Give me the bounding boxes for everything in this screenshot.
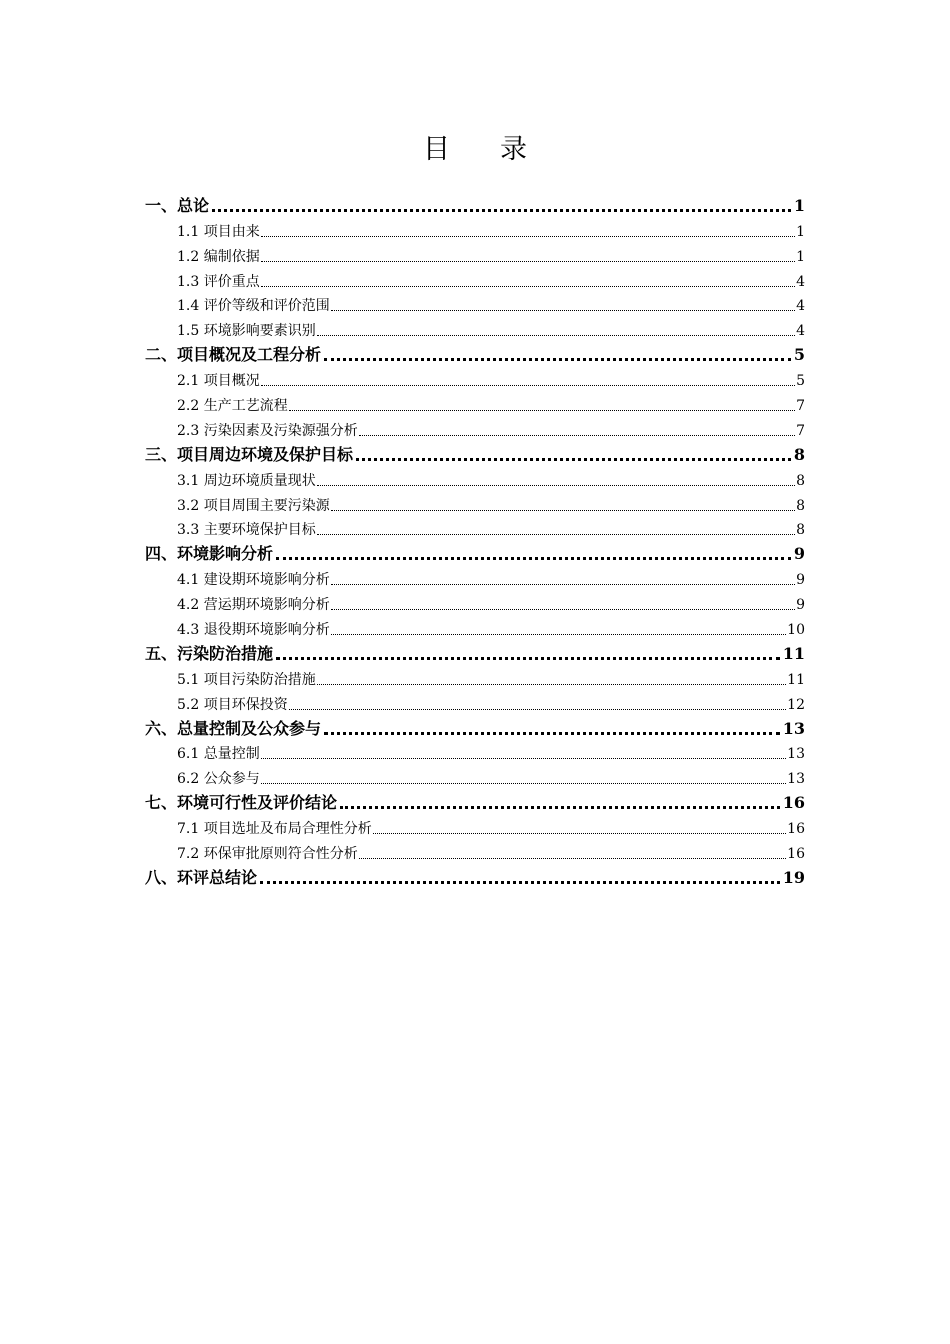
toc-dot-leader [261, 385, 795, 386]
toc-section-entry[interactable] [145, 391, 805, 416]
toc-section-entry[interactable] [145, 516, 805, 541]
toc-entry-label: 1.2 编制依据 [177, 248, 260, 265]
toc-dot-leader [331, 310, 795, 311]
toc-section-entry[interactable] [145, 615, 805, 640]
toc-section-entry[interactable] [145, 690, 805, 715]
toc-dot-leader [261, 758, 786, 759]
toc-entry-label: 4.2 营运期环境影响分析 [177, 597, 330, 614]
toc-entry-page-number: 13 [787, 746, 805, 763]
toc-dot-leader [261, 261, 795, 262]
toc-dot-leader [276, 657, 780, 660]
toc-section-entry[interactable] [145, 292, 805, 317]
toc-entry-label: 7.2 环保审批原则符合性分析 [177, 846, 358, 863]
toc-section-entry[interactable] [145, 466, 805, 491]
toc-entry-label: 6.2 公众参与 [177, 771, 260, 788]
toc-entry-page-number: 16 [787, 821, 805, 838]
toc-entry-label: 1.1 项目由来 [177, 223, 260, 240]
toc-section-entry[interactable] [145, 242, 805, 267]
toc-dot-leader [261, 783, 786, 784]
toc-dot-leader [373, 833, 786, 834]
toc-dot-leader [324, 732, 780, 735]
toc-dot-leader [289, 410, 795, 411]
toc-entry-label: 1.4 评价等级和评价范围 [177, 298, 330, 315]
toc-entry-page-number: 7 [796, 398, 805, 415]
toc-entry-label: 2.2 生产工艺流程 [177, 398, 288, 415]
toc-entry-label: 3.2 项目周围主要污染源 [177, 497, 330, 514]
toc-dot-leader [340, 806, 780, 809]
toc-entry-page-number: 1 [796, 248, 805, 265]
toc-entry-label: 一、总论 [145, 195, 210, 215]
toc-dot-leader [317, 684, 786, 685]
toc-dot-leader [331, 510, 795, 511]
toc-entry-label: 1.3 评价重点 [177, 273, 260, 290]
toc-entry-page-number: 11 [782, 643, 805, 663]
toc-dot-leader [331, 609, 795, 610]
toc-dot-leader [356, 458, 791, 461]
toc-entry-label: 5.1 项目污染防治措施 [177, 671, 316, 688]
toc-entry-page-number: 4 [796, 273, 805, 290]
toc-dot-leader [317, 335, 795, 336]
toc-dot-leader [212, 209, 791, 212]
toc-section-entry[interactable] [145, 590, 805, 615]
toc-entry-label: 二、项目概况及工程分析 [145, 345, 322, 365]
toc-dot-leader [324, 358, 791, 361]
toc-title-char-2: 录 [500, 134, 527, 165]
toc-entry-label: 三、项目周边环境及保护目标 [145, 444, 354, 464]
toc-entry-label: 六、总量控制及公众参与 [145, 718, 322, 738]
toc-dot-leader [261, 286, 795, 287]
toc-entry-label: 3.1 周边环境质量现状 [177, 472, 316, 489]
toc-entry-page-number: 9 [796, 572, 805, 589]
toc-entry-label: 2.3 污染因素及污染源强分析 [177, 422, 358, 439]
toc-entry-label: 八、环评总结论 [145, 867, 258, 887]
toc-entry-page-number: 16 [782, 793, 805, 813]
toc-title [0, 130, 950, 170]
toc-section-entry[interactable] [145, 217, 805, 242]
toc-entry-label: 五、污染防治措施 [145, 643, 274, 663]
toc-dot-leader [359, 435, 795, 436]
toc-entry-page-number: 16 [787, 846, 805, 863]
toc-section-entry[interactable] [145, 814, 805, 839]
toc-chapter-entry[interactable] [145, 341, 805, 366]
toc-entry-page-number: 4 [796, 323, 805, 340]
toc-entry-label: 2.1 项目概况 [177, 373, 260, 390]
toc-dot-leader [331, 634, 786, 635]
toc-entry-page-number: 1 [796, 223, 805, 240]
toc-section-entry[interactable] [145, 740, 805, 765]
toc-dot-leader [359, 858, 786, 859]
toc-dot-leader [261, 236, 795, 237]
toc-entry-page-number: 9 [793, 544, 805, 564]
toc-section-entry[interactable] [145, 416, 805, 441]
toc-entry-label: 四、环境影响分析 [145, 544, 274, 564]
toc-entry-page-number: 12 [787, 696, 805, 713]
toc-chapter-entry[interactable] [145, 192, 805, 217]
toc-entry-page-number: 1 [793, 195, 805, 215]
toc-dot-leader [331, 584, 795, 585]
toc-entry-page-number: 8 [796, 472, 805, 489]
toc-entry-label: 5.2 项目环保投资 [177, 696, 288, 713]
toc-entry-page-number: 11 [787, 671, 805, 688]
toc-entry-page-number: 7 [796, 422, 805, 439]
toc-entry-label: 3.3 主要环境保护目标 [177, 522, 316, 539]
toc-entry-page-number: 5 [793, 345, 805, 365]
toc-entry-page-number: 8 [796, 497, 805, 514]
toc-dot-leader [289, 709, 786, 710]
toc-chapter-entry[interactable] [145, 441, 805, 466]
toc-entry-page-number: 4 [796, 298, 805, 315]
toc-chapter-entry[interactable] [145, 640, 805, 665]
toc-entry-label: 4.1 建设期环境影响分析 [177, 572, 330, 589]
toc-chapter-entry[interactable] [145, 715, 805, 740]
toc-section-entry[interactable] [145, 491, 805, 516]
toc-entry-page-number: 9 [796, 597, 805, 614]
toc-entry-page-number: 8 [793, 444, 805, 464]
table-of-contents [145, 192, 805, 889]
toc-dot-leader [317, 485, 795, 486]
toc-entry-page-number: 13 [787, 771, 805, 788]
toc-entry-page-number: 10 [787, 622, 805, 639]
toc-section-entry[interactable] [145, 366, 805, 391]
toc-section-entry[interactable] [145, 565, 805, 590]
toc-section-entry[interactable] [145, 316, 805, 341]
toc-section-entry[interactable] [145, 665, 805, 690]
toc-dot-leader [317, 534, 795, 535]
toc-entry-page-number: 8 [796, 522, 805, 539]
toc-chapter-entry[interactable] [145, 864, 805, 889]
toc-entry-label: 7.1 项目选址及布局合理性分析 [177, 821, 372, 838]
toc-dot-leader [276, 557, 791, 560]
toc-chapter-entry[interactable] [145, 540, 805, 565]
toc-section-entry[interactable] [145, 267, 805, 292]
toc-title-char-1: 目 [423, 134, 450, 165]
toc-entry-label: 七、环境可行性及评价结论 [145, 793, 338, 813]
toc-section-entry[interactable] [145, 839, 805, 864]
toc-entry-label: 6.1 总量控制 [177, 746, 260, 763]
toc-chapter-entry[interactable] [145, 789, 805, 814]
toc-entry-page-number: 5 [796, 373, 805, 390]
toc-entry-label: 4.3 退役期环境影响分析 [177, 622, 330, 639]
toc-dot-leader [260, 881, 780, 884]
toc-entry-label: 1.5 环境影响要素识别 [177, 323, 316, 340]
toc-section-entry[interactable] [145, 764, 805, 789]
toc-entry-page-number: 13 [782, 718, 805, 738]
toc-entry-page-number: 19 [782, 867, 805, 887]
